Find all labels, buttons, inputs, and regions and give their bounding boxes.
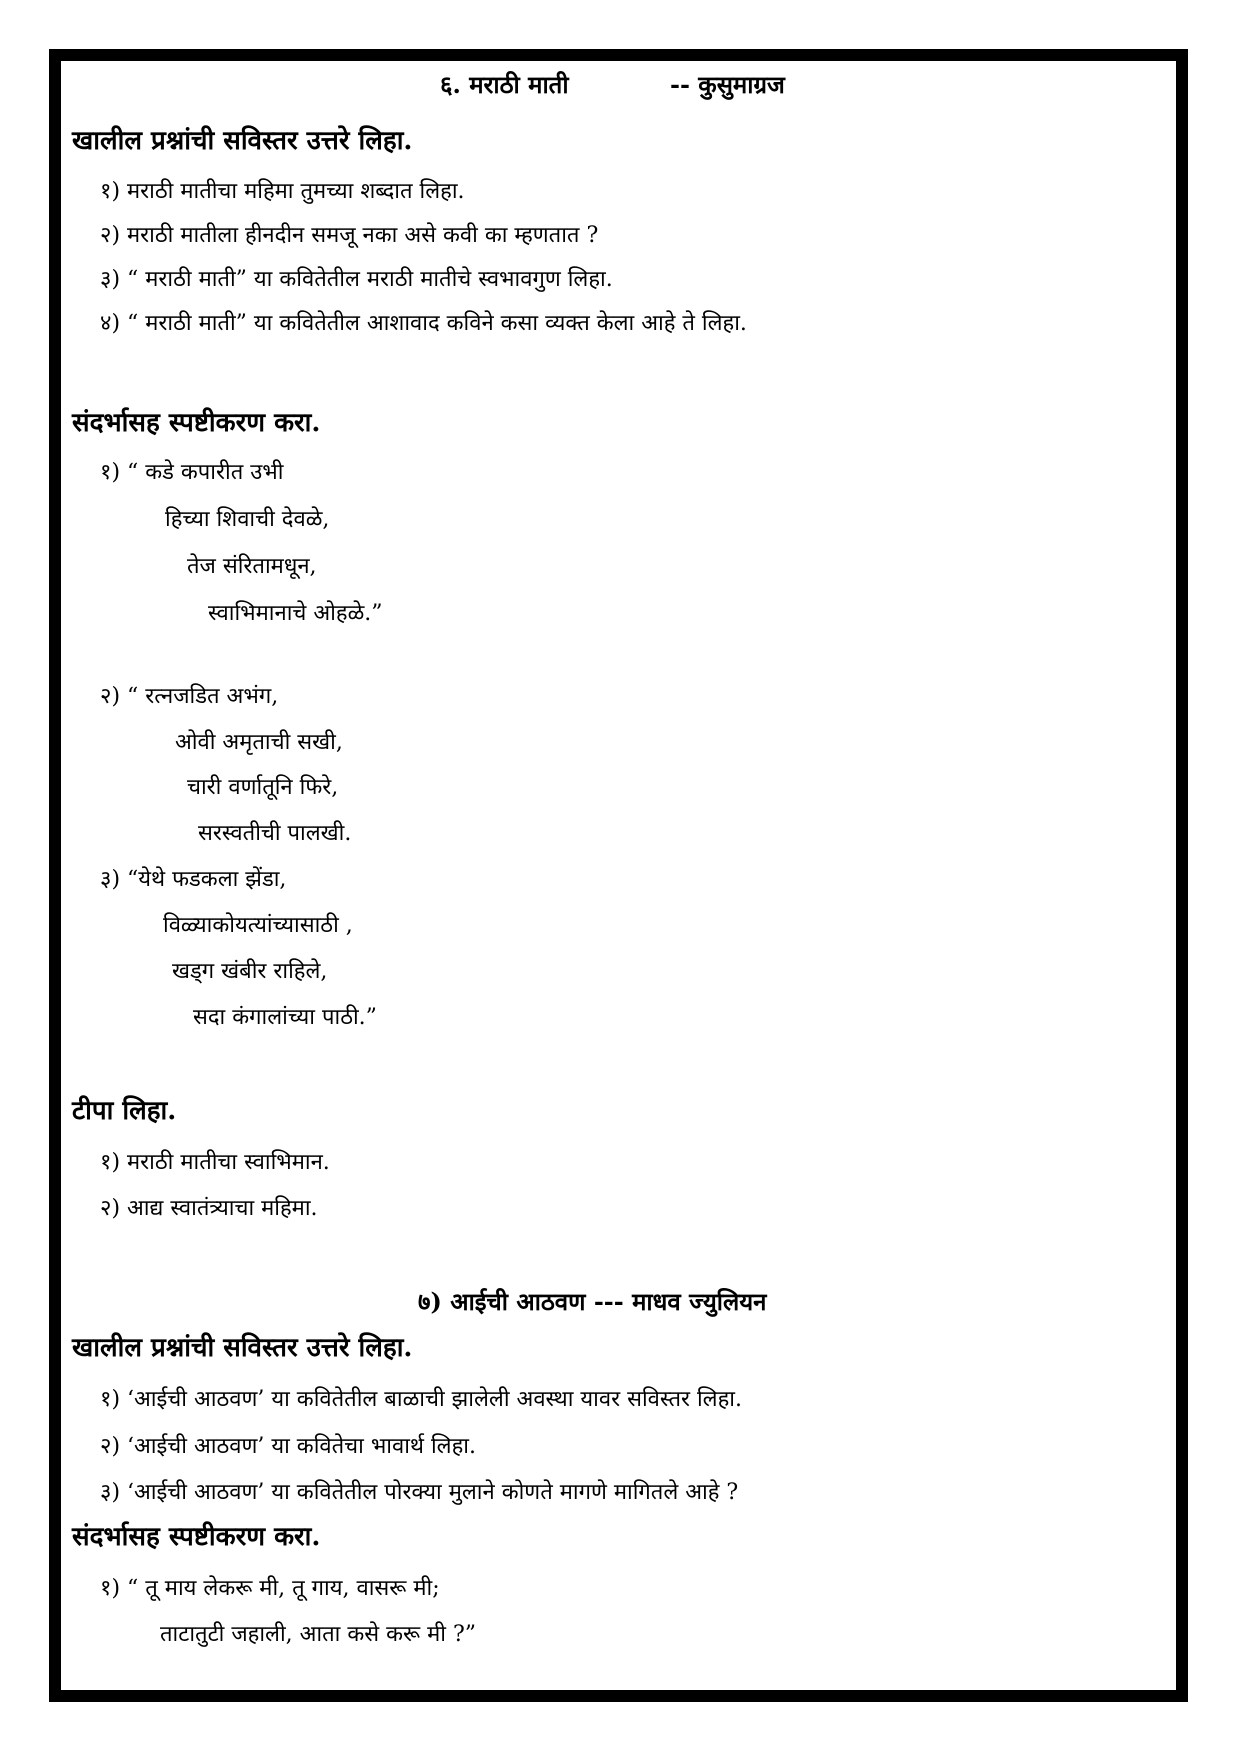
section1-notes-heading: टीपा लिहा. (72, 1096, 177, 1126)
section1-stanza2-line-1: २) “ रत्नजडित अभंग, (100, 684, 279, 709)
section1-stanza3-line-4: सदा कंगालांच्या पाठी.” (193, 1005, 377, 1030)
section2-stanza1-line-2: ताटातुटी जहाली, आता कसे करू मी ?” (160, 1622, 476, 1647)
section1-context-heading: संदर्भासह स्पष्टीकरण करा. (72, 408, 321, 438)
section2-question-1: १) ‘आईची आठवण’ या कवितेतील बाळाची झालेली अवस्था यावर सविस्तर लिहा. (100, 1387, 742, 1412)
section1-stanza3-line-2: विळ्याकोयत्यांच्यासाठी , (163, 913, 353, 938)
section2-long-answer-heading: खालील प्रश्नांची सविस्तर उत्तरे लिहा. (72, 1333, 413, 1363)
section2-stanza1-line-1: १) “ तू माय लेकरू मी, तू गाय, वासरू मी; (100, 1576, 440, 1601)
section2-question-2: २) ‘आईची आठवण’ या कवितेचा भावार्थ लिहा. (100, 1434, 476, 1459)
section1-stanza1-line-1: १) “ कडे कपारीत उभी (100, 460, 284, 485)
section1-stanza1-line-4: स्वाभिमानाचे ओहळे.” (208, 601, 383, 626)
section1-stanza2-line-3: चारी वर्णातूनि फिरे, (187, 775, 339, 800)
section1-question-2: २) मराठी मातीला हीनदीन समजू नका असे कवी का म्हणतात ? (100, 223, 599, 248)
section1-question-1: १) मराठी मातीचा महिमा तुमच्या शब्दात लिहा. (100, 179, 465, 204)
section1-stanza3-line-3: खड्ग खंबीर राहिले, (172, 959, 328, 984)
section1-long-answer-heading: खालील प्रश्नांची सविस्तर उत्तरे लिहा. (72, 126, 413, 156)
section1-stanza3-line-1: ३) “येथे फडकला झेंडा, (100, 867, 287, 892)
section1-stanza1-line-2: हिच्या शिवाची देवळे, (165, 507, 330, 532)
section2-question-3: ३) ‘आईची आठवण’ या कवितेतील पोरक्या मुलाने कोणते मागणे मागितले आहे ? (100, 1480, 739, 1505)
section1-title-number: ६. मराठी माती (440, 70, 569, 99)
section1-question-3: ३) “ मराठी माती” या कवितेतील मराठी मातीचे स्वभावगुण लिहा. (100, 267, 613, 292)
section1-note-2: २) आद्य स्वातंत्र्याचा महिमा. (100, 1196, 318, 1221)
section2-title: ७) आईची आठवण --- माधव ज्युलियन (418, 1287, 767, 1316)
section1-stanza1-line-3: तेज संरितामधून, (187, 554, 317, 579)
section1-title-author: -- कुसुमाग्रज (670, 70, 785, 99)
section1-note-1: १) मराठी मातीचा स्वाभिमान. (100, 1150, 330, 1175)
section1-stanza2-line-4: सरस्वतीची पालखी. (198, 821, 352, 846)
section2-context-heading: संदर्भासह स्पष्टीकरण करा. (72, 1522, 321, 1552)
section1-question-4: ४) “ मराठी माती” या कवितेतील आशावाद कविने कसा व्यक्त केला आहे ते लिहा. (100, 311, 747, 336)
section1-stanza2-line-2: ओवी अमृताची सखी, (175, 730, 343, 755)
